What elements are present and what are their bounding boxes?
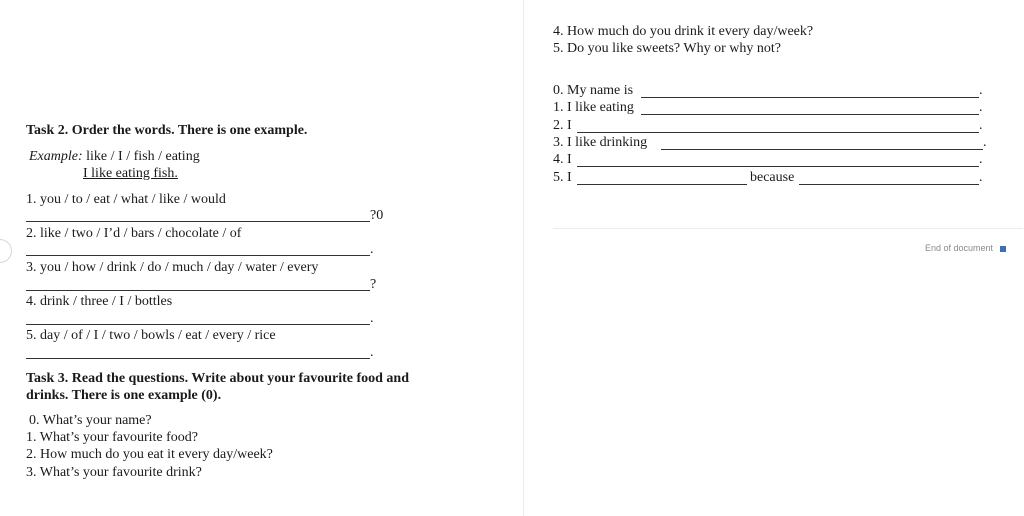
task2-item-5: 5. day / of / I / two / bowls / eat / every / rice — [26, 328, 276, 343]
question-3: 3. What’s your favourite drink? — [26, 465, 202, 480]
answer-5-line-b[interactable] — [799, 184, 979, 185]
task3-title-line2: drinks. There is one example (0). — [26, 388, 222, 403]
answer-5-line-a[interactable] — [577, 184, 747, 185]
answer-line-2[interactable] — [26, 255, 370, 256]
end-separator — [553, 228, 1023, 229]
task2-item-2: 2. like / two / I’d / bars / chocolate / of — [26, 226, 242, 241]
question-5: 5. Do you like sweets? Why or why not? — [553, 41, 781, 56]
example-words: like / I / fish / eating — [86, 149, 200, 164]
answer-line-1[interactable] — [26, 221, 370, 222]
end-of-document-label: End of document — [924, 243, 993, 253]
answer-line-3[interactable] — [26, 290, 370, 291]
answer-0-line[interactable] — [641, 97, 979, 98]
question-1: 1. What’s your favourite food? — [26, 430, 198, 445]
answer-5-end: . — [979, 170, 983, 185]
page-edge-circle — [0, 239, 12, 263]
answer-0-prefix: 0. My name is — [553, 83, 634, 98]
square-icon — [1000, 246, 1006, 252]
end-of-document — [925, 240, 1006, 257]
item-5-end: . — [370, 345, 374, 360]
example-answer: I like eating fish. — [83, 166, 178, 181]
question-0: 0. What’s your name? — [29, 413, 152, 428]
item-1-end: ?0 — [370, 208, 384, 223]
column-divider — [523, 0, 524, 516]
answer-2-prefix: 2. I — [553, 118, 572, 133]
example-label: Example: — [29, 149, 83, 164]
answer-0-end: . — [979, 83, 983, 98]
task3-title-line1: Task 3. Read the questions. Write about your favourite food and — [26, 371, 409, 386]
answer-1-end: . — [979, 100, 983, 115]
answer-4-end: . — [979, 152, 983, 167]
answer-5-prefix: 5. I — [553, 170, 572, 185]
question-2: 2. How much do you eat it every day/week? — [26, 447, 273, 462]
item-2-end: . — [370, 242, 374, 257]
answer-5-because: because — [750, 170, 795, 185]
answer-3-line[interactable] — [661, 149, 983, 150]
item-4-end: . — [370, 311, 374, 326]
answer-4-prefix: 4. I — [553, 152, 572, 167]
answer-4-line[interactable] — [577, 166, 979, 167]
answer-1-line[interactable] — [641, 114, 979, 115]
task2-example — [29, 148, 200, 165]
item-3-end: ? — [370, 277, 377, 292]
answer-3-prefix: 3. I like drinking — [553, 135, 648, 150]
task2-item-3: 3. you / how / drink / do / much / day / water / every — [26, 260, 319, 275]
task2-item-4: 4. drink / three / I / bottles — [26, 294, 173, 309]
task2-item-1: 1. you / to / eat / what / like / would — [26, 192, 226, 207]
answer-line-5[interactable] — [26, 358, 370, 359]
answer-1-prefix: 1. I like eating — [553, 100, 634, 115]
answer-2-line[interactable] — [577, 132, 979, 133]
answer-3-end: . — [983, 135, 987, 150]
task2-title: Task 2. Order the words. There is one example. — [26, 123, 308, 138]
question-4: 4. How much do you drink it every day/week? — [553, 24, 814, 39]
answer-2-end: . — [979, 118, 983, 133]
answer-line-4[interactable] — [26, 324, 370, 325]
